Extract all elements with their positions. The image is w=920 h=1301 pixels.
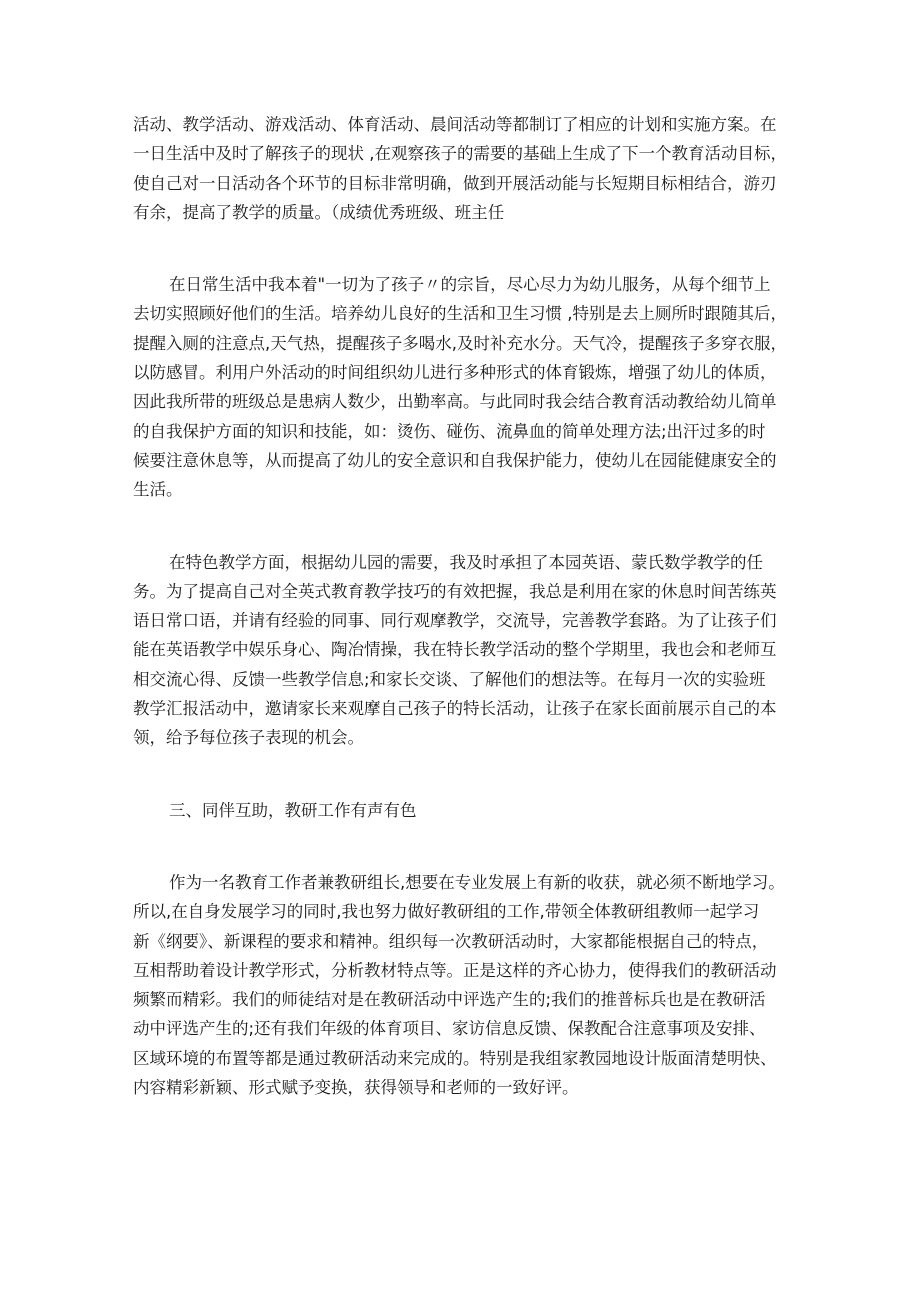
paragraph-5 xyxy=(133,868,799,1102)
text-line: 以防感冒。利用户外活动的时间组织幼儿进行多种形式的体育锻炼，增强了幼儿的体质， xyxy=(133,363,777,383)
text-line: 频繁而精彩。我们的师徒结对是在教研活动中评选产生的;我们的推普标兵也是在教研活 xyxy=(133,990,766,1010)
document-body xyxy=(133,110,799,1145)
text-line: 区域环境的布置等都是通过教研活动来完成的。特别是我组家教园地设计版面清楚明快、 xyxy=(133,1048,777,1068)
text-line: 去切实照顾好他们的生活。培养幼儿良好的生活和卫生习惯 ,特别是去上厕所时跟随其后， xyxy=(133,304,787,324)
text-line: 内容精彩新颖、形式赋予变换，获得领导和老师的一致好评。 xyxy=(133,1078,579,1098)
paragraph-3 xyxy=(133,548,799,753)
text-line: 生活。 xyxy=(133,480,183,500)
text-line: 相交流心得、反馈一些教学信息;和家长交谈、了解他们的想法等。在每月一次的实验班 xyxy=(133,669,766,689)
heading-text: 三、同伴互助，教研工作有声有色 xyxy=(169,800,417,820)
text-line: 在日常生活中我本着"一切为了孩子〃的宗旨，尽心尽力为幼儿服务，从每个细节上 xyxy=(169,275,771,295)
text-line: 一日生活中及时了解孩子的现状 ,在观察孩子的需要的基础上生成了下一个教育活动目标， xyxy=(133,144,787,164)
paragraph-1 xyxy=(133,110,799,227)
text-line: 在特色教学方面，根据幼儿园的需要，我及时承担了本园英语、蒙氏数学教学的任 xyxy=(169,552,763,572)
text-line: 互相帮助着设计教学形式，分析教材特点等。正是这样的齐心协力，使得我们的教研活动 xyxy=(133,960,777,980)
text-line: 新《纲要》、新课程的要求和精神。组织每一次教研活动时，大家都能根据自己的特点， xyxy=(133,931,769,951)
text-line: 有余，提高了教学的质量。（成绩优秀班级、班主任 xyxy=(133,202,505,222)
text-line: 所以,在自身发展学习的同时,我也努力做好教研组的工作,带领全体教研组教师一起学习 xyxy=(133,902,760,922)
text-line: 能在英语教学中娱乐身心、陶冶情操，我在特长教学活动的整个学期里，我也会和老师互 xyxy=(133,640,777,660)
text-line: 教学汇报活动中，邀请家长来观摩自己孩子的特长活动，让孩子在家长面前展示自己的本 xyxy=(133,699,777,719)
text-line: 使自己对一日活动各个环节的目标非常明确，做到开展活动能与长短期目标相结合，游刃 xyxy=(133,173,777,193)
text-line: 作为一名教育工作者兼教研组长,想要在专业发展上有新的收获，就必须不断地学习。 xyxy=(169,872,785,892)
paragraph-2 xyxy=(133,270,799,504)
text-line: 动中评选产生的;还有我们年级的体育项目、家访信息反馈、保教配合注意事项及安排、 xyxy=(133,1019,766,1039)
text-line: 的自我保护方面的知识和技能，如：烫伤、碰伤、流鼻血的简单处理方法;出汗过多的时 xyxy=(133,421,766,441)
text-line: 语日常口语，并请有经验的同事、同行观摩教学，交流导，完善教学套路。为了让孩子们 xyxy=(133,611,777,631)
text-line: 领，给予每位孩子表现的机会。 xyxy=(133,728,364,748)
text-line: 提醒入厕的注意点,天气热，提醒孩子多喝水,及时补充水分。天气冷，提醒孩子多穿衣服， xyxy=(133,333,787,353)
section-heading xyxy=(133,796,799,825)
text-line: 候要注意休息等，从而提高了幼儿的安全意识和自我保护能力，使幼儿在园能健康安全的 xyxy=(133,450,777,470)
text-line: 因此我所带的班级总是患病人数少，出勤率高。与此同时我会结合教育活动教给幼儿简单 xyxy=(133,392,777,412)
text-line: 务。为了提高自己对全英式教育教学技巧的有效把握，我总是利用在家的休息时间苦练英 xyxy=(133,581,777,601)
text-line: 活动、教学活动、游戏活动、体育活动、晨间活动等都制订了相应的计划和实施方案。在 xyxy=(133,115,777,134)
